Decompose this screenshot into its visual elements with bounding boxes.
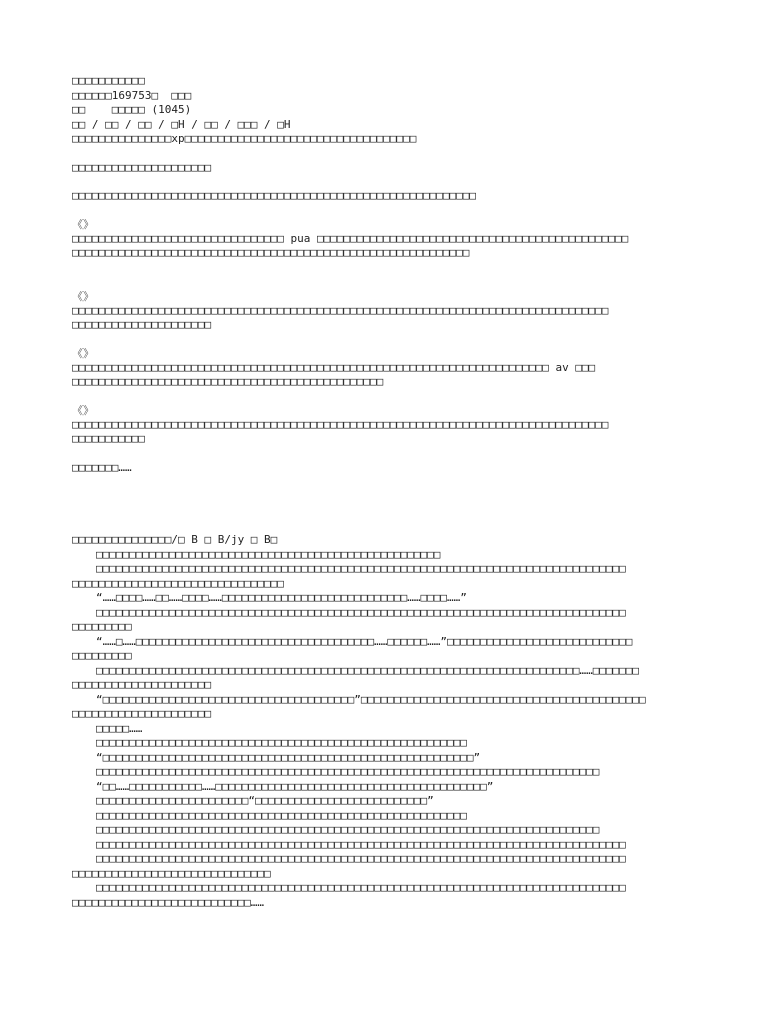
section-text-line: □□□□□□□□□□□□□□□□□□□□□□□□□□□□□□□□□□□□□□□□□□□□□□□□□□□□□□□□□□□□: [72, 246, 470, 259]
article-line: □□□□□□□□□□□□□□□□□□□□□□□□□□□□□□□□□□□□□□□□□□□□□□□□□□□□□□□□□□□□□□□□□□□□□□□□□□□□□□□□: [96, 605, 626, 619]
section-text-line: □□□□□□□□□□□□□□□□□□□□□□□□□□□□□□□□□□□□□□□□□□□□□□□□□□□□□□□□□□□□□□□□□□□□□□□□□□□□□□□□□: [72, 417, 609, 431]
section-text-line: □□□□□□□□□□□: [72, 432, 145, 445]
intro-line-2: □□□□□□□□□□□□□□□□□□□□□□□□□□□□□□□□□□□□□□□□□□□□□□□□□□□□□□□□□□□□□: [72, 189, 476, 202]
article-line: □□□□□□□□□□□□□□□□□□□□□□□□□□□……: [72, 895, 265, 909]
article-line: □□□□□□□□□□□□□□□□□□□□□□□□□□□□□□□□□□□□□□□□□□□□□□□□□□□□□□□□: [96, 808, 467, 822]
article-line: □□□□□□□□□□□□□□□□□□□□□: [72, 678, 212, 691]
intro-line-1: □□□□□□□□□□□□□□□□□□□□□: [72, 160, 212, 174]
section-mark: 《》: [72, 217, 94, 231]
article-line: □□□□□□□□□□□□□□□□□□□□□: [72, 707, 212, 720]
article-line: “……□……□□□□□□□□□□□□□□□□□□□□□□□□□□□□□□□□□□□□……□□□□□□……”□□□□□□□□□□□□□□□□□□□□□□□□□□□□: [96, 634, 633, 648]
section-mark: 《》: [72, 403, 94, 417]
section-3: [72, 347, 704, 390]
section-text-line: □□□□□□□□□□□□□□□□□□□□□□□□□□□□□□□□□□□□□□□□□□□□□□□: [72, 375, 384, 388]
article: [72, 533, 704, 910]
article-line: □□□□□□□□□□□□□□□□□□□□□□□□□□□□□□□□: [72, 576, 284, 590]
article-line: “□□……□□□□□□□□□□□……□□□□□□□□□□□□□□□□□□□□□□□□□□□□□□□□□□□□□□□□□”: [96, 779, 494, 793]
article-line: □□□□□□□□□: [72, 649, 132, 662]
article-line: “□□□□□□□□□□□□□□□□□□□□□□□□□□□□□□□□□□□□□□”□□□□□□□□□□□□□□□□□□□□□□□□□□□□□□□□□□□□□□□□□□□: [96, 692, 646, 706]
article-title: □□□□□□□□□□□□□□□/□ B □ B/jy □ B□: [72, 533, 278, 546]
section-4: [72, 404, 704, 447]
article-line: □□□□□□□□□□□□□□□□□□□□□□□□□□□□□□: [72, 866, 271, 880]
article-line: □□□□□□□□□□□□□□□□□□□□□□□□□□□□□□□□□□□□□□□□□□□□□□□□□□□□□□□□□□□□□□□□□□□□□□□□□……□□□□□□□: [96, 663, 640, 677]
article-line: □□□□□□□□□□□□□□□□□□□□□□□□□□□□□□□□□□□□□□□□□□□□□□□□□□□□□□□□□□□□□□□□□□□□□□□□□□□□□□□□: [96, 837, 626, 851]
article-line: “……□□□□……□□……□□□□……□□□□□□□□□□□□□□□□□□□□□□□□□□□□……□□□□……”: [96, 591, 467, 604]
article-line: □□□□□□□□□□□□□□□□□□□□□□□□□□□□□□□□□□□□□□□□□□□□□□□□□□□□□□□□□□□□□□□□□□□□□□□□□□□□: [96, 765, 600, 778]
header-line-1: □□□□□□□□□□□: [72, 74, 145, 87]
header-line-2: □□□□□□169753□ □□□: [72, 88, 192, 102]
section-1: [72, 218, 704, 261]
article-line: □□□□□□□□□□□□□□□□□□□□□□□□□□□□□□□□□□□□□□□□□□□□□□□□□□□□□□□□□□□□□□□□□□□□□□□□□□□□: [96, 823, 600, 836]
article-line: □□□□□□□□□□□□□□□□□□□□□□□□□□□□□□□□□□□□□□□□□□□□□□□□□□□□□□□□□□□□□□□□□□□□□□□□□□□□□□□□: [96, 881, 626, 894]
section-mark: 《》: [72, 289, 94, 303]
header-line-3: □□ □□□□□ (1045): [72, 103, 192, 116]
article-line: □□□□□□□□□□□□□□□□□□□□□□□□□□□□□□□□□□□□□□□□□□□□□□□□□□□□: [96, 547, 441, 561]
article-line: “□□□□□□□□□□□□□□□□□□□□□□□□□□□□□□□□□□□□□□□□□□□□□□□□□□□□□□□□”: [96, 750, 481, 764]
document-header: [72, 74, 704, 147]
ellipsis-line: □□□□□□□……: [72, 460, 132, 474]
article-line: □□□□□□□□□: [72, 620, 132, 633]
article-line: □□□□□□□□□□□□□□□□□□□□□□□□□□□□□□□□□□□□□□□□□□□□□□□□□□□□□□□□□□□□□□□□□□□□□□□□□□□□□□□□: [96, 852, 626, 865]
section-text-line: □□□□□□□□□□□□□□□□□□□□□□□□□□□□□□□□□□□□□□□□□□□□□□□□□□□□□□□□□□□□□□□□□□□□□□□□ av □□□: [72, 360, 596, 374]
section-mark: 《》: [72, 346, 94, 360]
article-line: □□□□□□□□□□□□□□□□□□□□□□□□□□□□□□□□□□□□□□□□□□□□□□□□□□□□□□□□: [96, 736, 467, 749]
header-line-5: □□□□□□□□□□□□□□□xp□□□□□□□□□□□□□□□□□□□□□□□□□□□□□□□□□□□: [72, 132, 417, 145]
section-text-line: □□□□□□□□□□□□□□□□□□□□□: [72, 318, 212, 331]
section-2: [72, 290, 704, 333]
article-line: □□□□□□□□□□□□□□□□□□□□□□□□□□□□□□□□□□□□□□□□□□□□□□□□□□□□□□□□□□□□□□□□□□□□□□□□□□□□□□□□: [96, 562, 626, 575]
section-text-line: □□□□□□□□□□□□□□□□□□□□□□□□□□□□□□□□□□□□□□□□□□□□□□□□□□□□□□□□□□□□□□□□□□□□□□□□□□□□□□□□□: [72, 303, 609, 317]
article-body: [72, 548, 704, 911]
section-text-line: □□□□□□□□□□□□□□□□□□□□□□□□□□□□□□□□ pua □□□□□□□□□□□□□□□□□□□□□□□□□□□□□□□□□□□□□□□□□□□□□□□: [72, 231, 629, 245]
article-line: □□□□□□□□□□□□□□□□□□□□□□□“□□□□□□□□□□□□□□□□□□□□□□□□□□”: [96, 794, 434, 807]
breadcrumb: □□ / □□ / □□ / □H / □□ / □□□ / □H: [72, 117, 291, 131]
article-line: □□□□□……: [96, 721, 143, 735]
document-page: [72, 74, 704, 910]
